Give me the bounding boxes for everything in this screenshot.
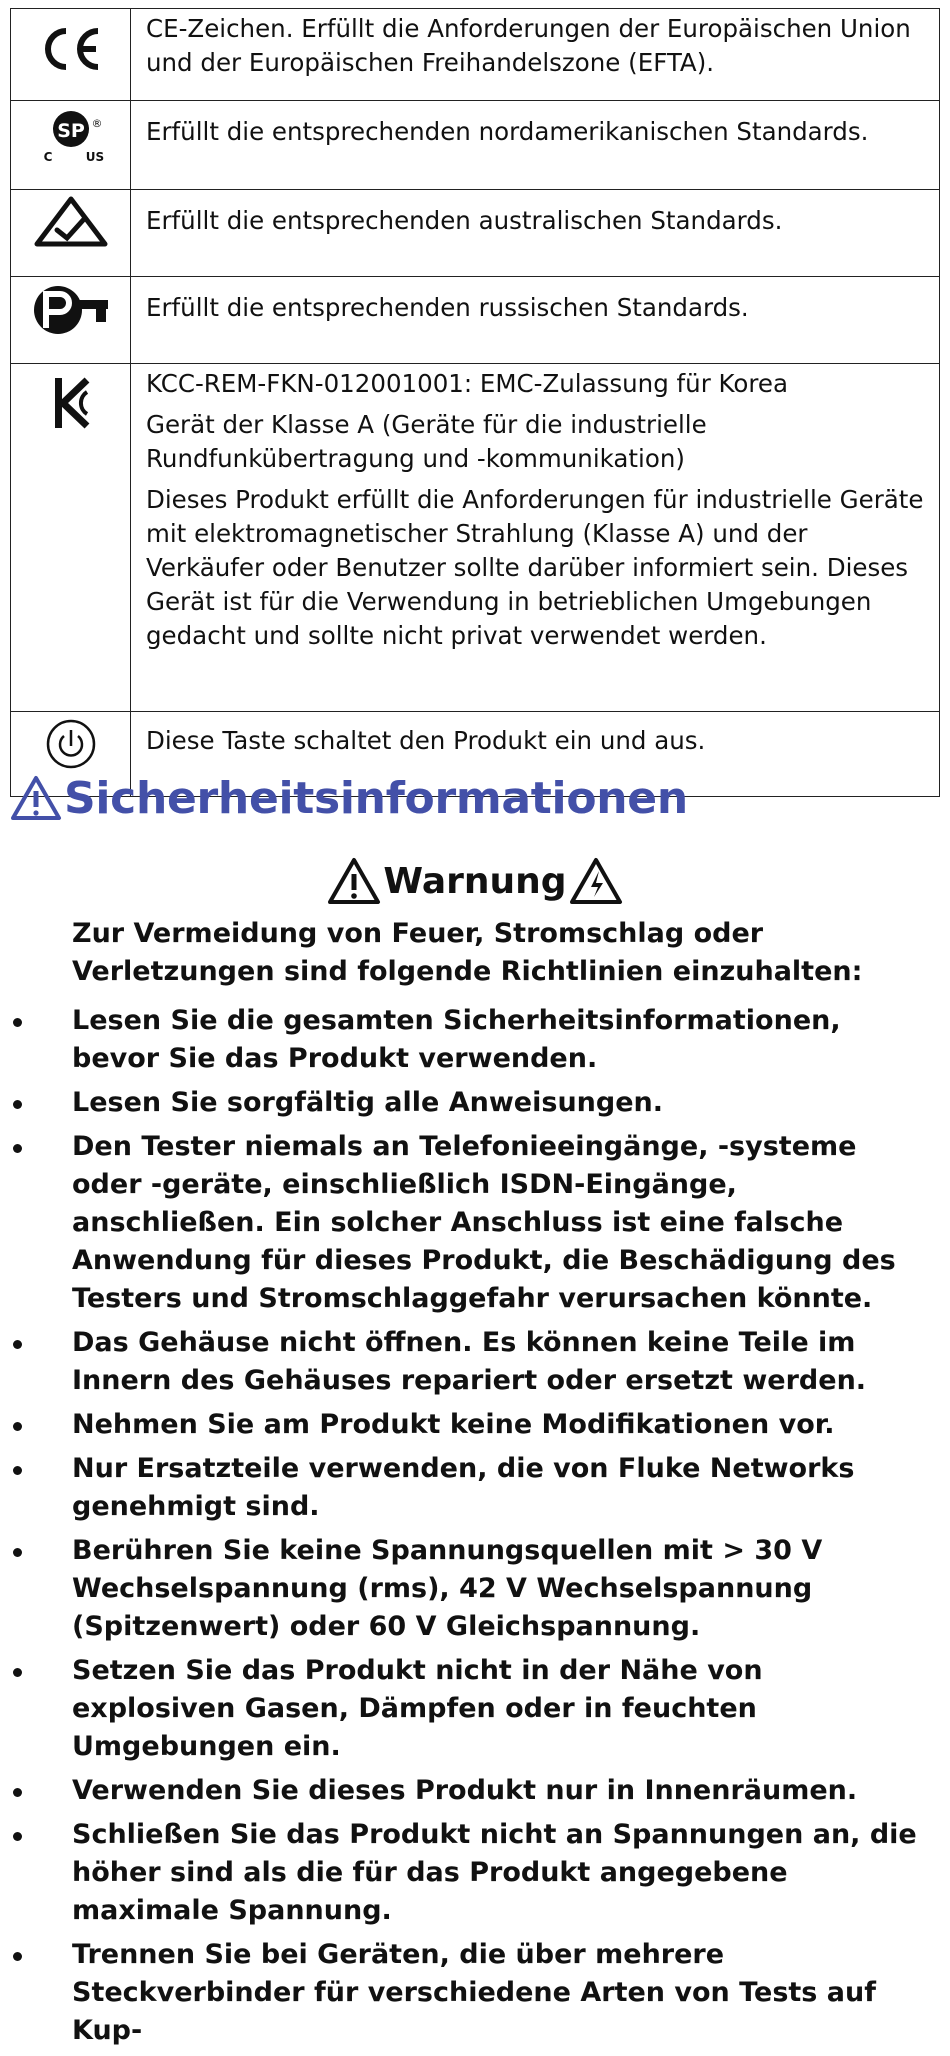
symbol-cell — [11, 277, 131, 364]
symbol-description — [131, 364, 940, 712]
warning-triangle-icon — [10, 774, 62, 822]
symbol-row-rcm — [11, 190, 940, 277]
csa-us-text: US — [85, 150, 104, 164]
description-paragraph: Dieses Produkt erfüllt die Anforderungen für industrielle Geräte mit elektromagnetischer Strahlung (Klasse A) und der Verkäufer oder Benutzer sollte darüber informiert sein. Dieses Gerät ist für die Verwendung in betrieblichen Umgebungen gedacht und sollte nicht privat verwendet werden. — [146, 485, 924, 650]
safety-bullet-list — [0, 1002, 950, 2056]
description-paragraph: Erfüllt die entsprechenden nordamerikanischen Standards. — [146, 117, 869, 146]
description-paragraph: Erfüllt die entsprechenden russischen Standards. — [146, 293, 749, 322]
description-paragraph: Diese Taste schaltet den Produkt ein und aus. — [146, 726, 706, 755]
kc-mark-icon — [49, 374, 93, 432]
section-heading-text: Sicherheitsinformationen — [64, 772, 688, 824]
list-item: Den Tester niemals an Telefonieeingänge, -systeme oder -geräte, einschließlich ISDN-Eingänge, anschließen. Ein solcher Anschluss ist eine falsche Anwendung für dieses Produkt, die Beschädigung des Testers und Stromschlaggefahr verursachen könnte. — [0, 1128, 950, 1318]
description-paragraph: Gerät der Klasse A (Geräte für die industrielle Rundfunkübertragung und -kommunikation) — [146, 410, 707, 473]
symbol-description — [131, 101, 940, 190]
symbol-table — [10, 8, 940, 797]
symbol-cell — [11, 101, 131, 190]
symbol-row-csa — [11, 101, 940, 190]
list-item: Lesen Sie sorgfältig alle Anweisungen. — [0, 1084, 950, 1122]
symbol-description — [131, 277, 940, 364]
warning-heading-text: Warnung — [383, 860, 567, 902]
pct-mark-icon — [26, 282, 116, 338]
description-paragraph: CE-Zeichen. Erfüllt die Anforderungen der Europäischen Union und der Europäischen Freihandelszone (EFTA). — [146, 14, 911, 77]
list-item: Verwenden Sie dieses Produkt nur in Innenräumen. — [0, 1772, 950, 1810]
list-item: Nur Ersatzteile verwenden, die von Fluke Networks genehmigt sind. — [0, 1450, 950, 1526]
description-paragraph: Erfüllt die entsprechenden australischen Standards. — [146, 206, 783, 235]
symbol-cell — [11, 190, 131, 277]
electric-shock-warning-icon — [569, 856, 623, 906]
symbol-row-kc — [11, 364, 940, 712]
list-item: Setzen Sie das Produkt nicht in der Nähe von explosiven Gasen, Dämpfen oder in feuchten Umgebungen ein. — [0, 1652, 950, 1766]
rcm-mark-icon — [31, 194, 111, 252]
csa-main-text: SP — [56, 120, 85, 142]
symbol-description — [131, 9, 940, 101]
symbol-row-ce — [11, 9, 940, 101]
description-paragraph: KCC-REM-FKN-012001001: EMC-Zulassung für Korea — [146, 369, 789, 398]
section-heading — [10, 768, 688, 828]
symbol-description — [131, 190, 940, 277]
list-item: Schließen Sie das Produkt nicht an Spannungen an, die höher sind als die für das Produkt angegebene maximale Spannung. — [0, 1816, 950, 1930]
csa-registered-text: ® — [91, 117, 102, 130]
list-item: Das Gehäuse nicht öffnen. Es können keine Teile im Innern des Gehäuses repariert oder ersetzt werden. — [0, 1324, 950, 1400]
csa-mark-icon — [21, 105, 121, 165]
warning-heading — [0, 852, 950, 910]
list-item: Trennen Sie bei Geräten, die über mehrere Steckverbinder für verschiedene Arten von Tests auf Kup- — [0, 1936, 950, 2050]
ce-mark-icon — [36, 19, 106, 79]
symbol-cell — [11, 364, 131, 712]
symbol-cell — [11, 9, 131, 101]
symbol-row-pct — [11, 277, 940, 364]
csa-c-text: C — [43, 150, 52, 164]
list-item: Lesen Sie die gesamten Sicherheitsinformationen, bevor Sie das Produkt verwenden. — [0, 1002, 950, 1078]
list-item: Berühren Sie keine Spannungsquellen mit > 30 V Wechselspannung (rms), 42 V Wechselspannung (Spitzenwert) oder 60 V Gleichspannung. — [0, 1532, 950, 1646]
list-item: Nehmen Sie am Produkt keine Modifikationen vor. — [0, 1406, 950, 1444]
warning-intro: Zur Vermeidung von Feuer, Stromschlag oder Verletzungen sind folgende Richtlinien einzuhalten: — [72, 918, 863, 987]
power-button-icon — [43, 716, 99, 772]
warning-triangle-icon — [327, 856, 381, 906]
